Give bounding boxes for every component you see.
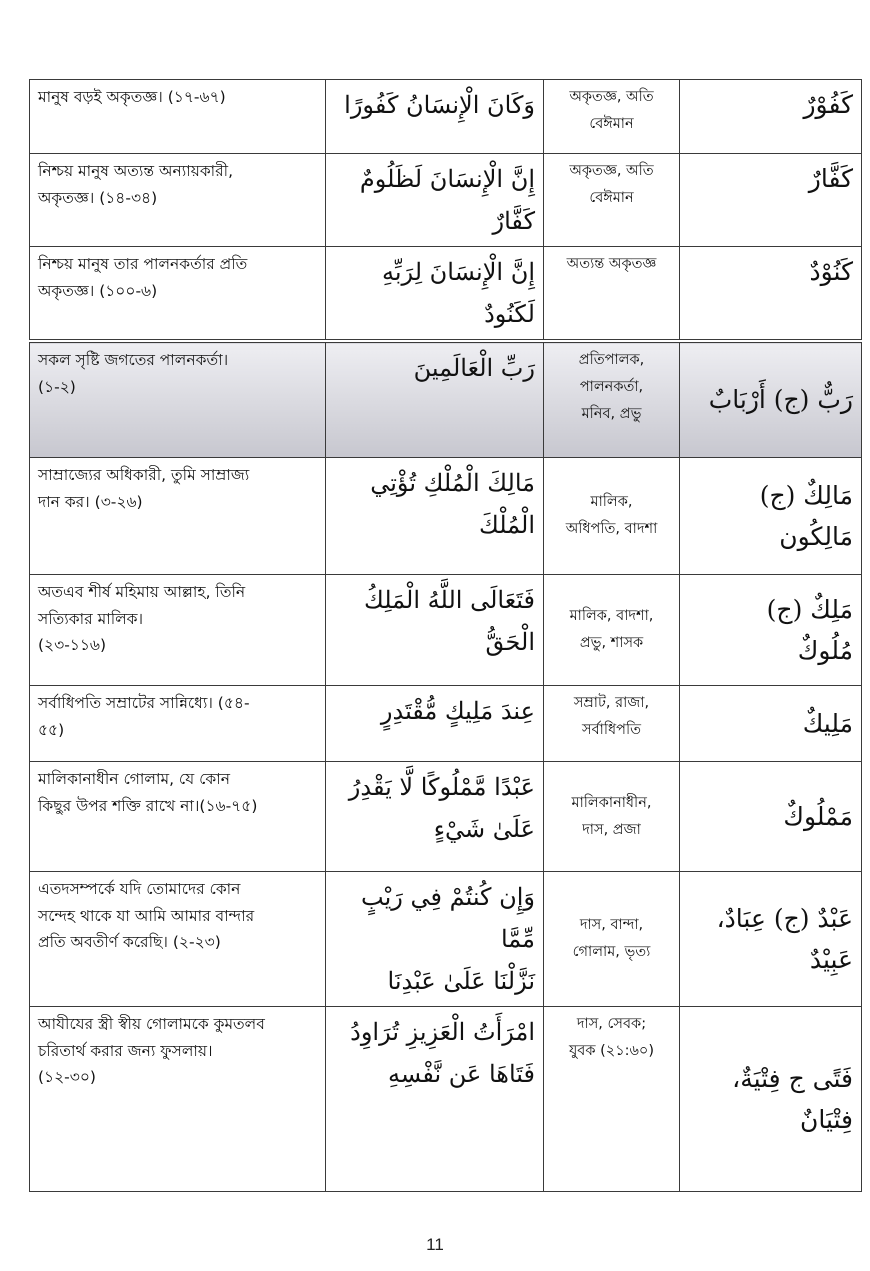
arabic-verse-cell <box>326 154 544 247</box>
verse-meaning-text: (১২-৩০) <box>38 1068 96 1087</box>
verse-meaning-text: সাম্রাজ্যের অধিকারী, তুমি সাম্রাজ্য <box>38 466 250 484</box>
verse-meaning-text: (২৩-১১৬) <box>38 636 107 655</box>
verse-meaning-text: মালিকানাধীন গোলাম, যে কোন <box>38 770 230 788</box>
word-meaning-text: মালিক, বাদশা, <box>569 608 654 625</box>
arabic-verse-cell <box>326 872 544 1007</box>
arabic-verse-cell <box>326 1007 544 1192</box>
arabic-verse-text: وَإِن كُنتُمْ فِي رَيْبٍ مِّمَّا <box>361 883 535 953</box>
arabic-word-cell <box>680 1007 862 1192</box>
arabic-word-text: كَفَّارٌ <box>808 164 853 193</box>
arabic-word-cell <box>680 458 862 575</box>
arabic-verse-text: فَتَاهَا عَن نَّفْسِهِ <box>388 1060 535 1088</box>
word-meaning-text: অকৃতজ্ঞ, অতি <box>569 163 654 179</box>
verse-meaning-text: নিশ্চয় মানুষ তার পালনকর্তার প্রতি <box>38 255 248 273</box>
vocabulary-table-2 <box>29 342 862 1192</box>
arabic-word-text: فِتْيَانٌ <box>799 1105 853 1134</box>
word-meaning-text: সম্রাট, রাজা, <box>573 695 650 711</box>
word-meaning-text: অত্যন্ত অকৃতজ্ঞ <box>566 256 657 272</box>
verse-meaning-text: আযীযের স্ত্রী স্বীয় গোলামকে কুমতলব <box>38 1015 265 1033</box>
word-meaning-cell <box>544 458 680 575</box>
arabic-word-text: مَلِيكٌ <box>802 708 853 738</box>
word-meaning-cell <box>544 343 680 458</box>
table-row <box>30 872 862 1007</box>
arabic-verse-text: رَبِّ الْعَالَمِينَ <box>413 354 535 382</box>
word-meaning-cell <box>544 872 680 1007</box>
word-meaning-cell <box>544 80 680 154</box>
word-meaning-text: অধিপতি, বাদশা <box>565 521 658 537</box>
word-meaning-cell <box>544 1007 680 1192</box>
verse-meaning-cell <box>30 458 326 575</box>
verse-meaning-cell <box>30 80 326 154</box>
arabic-word-cell <box>680 575 862 686</box>
arabic-word-text: مَالِكٌ (ج) <box>759 480 853 510</box>
word-meaning-text: মালিকানাধীন, <box>571 794 652 811</box>
verse-meaning-cell <box>30 575 326 686</box>
page-number: 11 <box>426 1235 444 1254</box>
verse-meaning-text: মানুষ বড়ই অকৃতজ্ঞ। (১৭-৬৭) <box>38 88 226 106</box>
table-row <box>30 80 862 154</box>
verse-meaning-cell <box>30 872 326 1007</box>
verse-meaning-text: (১-২) <box>38 377 76 396</box>
arabic-verse-cell <box>326 343 544 458</box>
arabic-word-text: كَنُوْدٌ <box>809 257 853 286</box>
arabic-verse-cell <box>326 458 544 575</box>
table-row <box>30 154 862 247</box>
arabic-verse-cell <box>326 762 544 872</box>
arabic-word-text: مَلِكٌ (ج) <box>766 594 853 624</box>
table-row <box>30 762 862 872</box>
word-meaning-text: বেঈমান <box>589 115 634 132</box>
arabic-word-text: رَبٌّ (ج) أَرْبَابٌ <box>708 385 853 415</box>
table-row <box>30 1007 862 1192</box>
word-meaning-text: গোলাম, ভৃত্য <box>572 944 651 960</box>
arabic-verse-text: عِندَ مَلِيكٍ مُّقْتَدِرٍ <box>380 697 535 725</box>
verse-meaning-text: অকৃতজ্ঞ। (১০০-৬) <box>38 281 158 300</box>
verse-meaning-text: দান কর। (৩-২৬) <box>38 492 143 511</box>
arabic-word-text: مَالِكُون <box>779 522 853 551</box>
arabic-word-text: فَتًى ج فِتْيَةٌ، <box>732 1063 853 1093</box>
arabic-verse-text: الْحَقُّ <box>485 628 535 656</box>
word-meaning-text: প্রভু, শাসক <box>579 635 644 651</box>
arabic-word-text: مُلُوكٌ <box>797 636 853 665</box>
verse-meaning-text: কিছুর উপর শক্তি রাখে না।(১৬-৭৫) <box>38 796 258 815</box>
arabic-word-text: عَبِيْدٌ <box>809 945 853 974</box>
word-meaning-cell <box>544 762 680 872</box>
arabic-verse-cell <box>326 575 544 686</box>
word-meaning-cell <box>544 247 680 340</box>
word-meaning-text: সর্বাধিপতি <box>582 721 641 738</box>
verse-meaning-text: অতএব শীর্ষ মহিমায় আল্লাহ, তিনি <box>38 583 246 601</box>
verse-meaning-text: ৫৫) <box>38 720 65 739</box>
arabic-word-text: مَمْلُوكٌ <box>783 801 853 831</box>
arabic-word-cell <box>680 247 862 340</box>
verse-meaning-cell <box>30 154 326 247</box>
vocabulary-table-1 <box>29 79 862 340</box>
word-meaning-text: মালিক, <box>590 494 633 511</box>
table-row <box>30 686 862 762</box>
arabic-verse-text: وَكَانَ الْإِنسَانُ كَفُورًا <box>344 91 535 119</box>
table-row <box>30 247 862 340</box>
word-meaning-text: প্রতিপালক, <box>578 352 645 368</box>
verse-meaning-text: চরিতার্থ করার জন্য ফুসলায়। <box>38 1041 213 1060</box>
arabic-word-text: كَفُوْرٌ <box>803 90 853 119</box>
word-meaning-cell <box>544 686 680 762</box>
table-row <box>30 458 862 575</box>
verse-meaning-text: এতদসম্পর্কে যদি তোমাদের কোন <box>38 880 241 898</box>
verse-meaning-text: প্রতি অবতীর্ণ করেছি। (২-২৩) <box>38 933 221 952</box>
verse-meaning-cell <box>30 343 326 458</box>
verse-meaning-cell <box>30 1007 326 1192</box>
verse-meaning-text: অকৃতজ্ঞ। (১৪-৩৪) <box>38 188 158 207</box>
arabic-word-cell <box>680 343 862 458</box>
arabic-verse-cell <box>326 686 544 762</box>
word-meaning-text: বেঈমান <box>589 189 634 206</box>
word-meaning-text: পালনকর্তা, <box>579 378 644 395</box>
verse-meaning-text: সন্দেহ থাকে যা আমি আমার বান্দার <box>38 906 255 925</box>
arabic-word-cell <box>680 686 862 762</box>
arabic-word-cell <box>680 154 862 247</box>
arabic-verse-text: إِنَّ الْإِنسَانَ لِرَبِّهِ لَكَنُودٌ <box>381 258 535 328</box>
verse-meaning-text: সকল সৃষ্টি জগতের পালনকর্তা। <box>38 351 229 369</box>
arabic-verse-text: عَبْدًا مَّمْلُوكًا لَّا يَقْدِرُ <box>348 773 535 801</box>
word-meaning-cell <box>544 575 680 686</box>
arabic-word-text: عَبْدٌ (ج) عِبَادٌ، <box>716 903 853 933</box>
arabic-word-cell <box>680 762 862 872</box>
verse-meaning-cell <box>30 762 326 872</box>
word-meaning-cell <box>544 154 680 247</box>
verse-meaning-text: সত্যিকার মালিক। <box>38 609 144 628</box>
arabic-verse-text: إِنَّ الْإِنسَانَ لَظَلُومٌ كَفَّارٌ <box>359 165 535 235</box>
arabic-verse-text: مَالِكَ الْمُلْكِ تُؤْتِي <box>370 469 535 497</box>
word-meaning-text: মনিব, প্রভু <box>581 405 642 422</box>
arabic-verse-text: عَلَىٰ شَيْءٍ <box>433 815 535 843</box>
arabic-word-cell <box>680 80 862 154</box>
word-meaning-text: দাস, সেবক; <box>576 1016 647 1032</box>
verse-meaning-cell <box>30 247 326 340</box>
verse-meaning-text: সর্বাধিপতি সম্রাটের সান্নিধ্যে। (৫৪- <box>38 694 250 712</box>
word-meaning-text: যুবক (২১:৬০) <box>568 1042 655 1059</box>
table-row-highlighted <box>30 343 862 458</box>
arabic-verse-text: نَزَّلْنَا عَلَىٰ عَبْدِنَا <box>387 967 535 995</box>
arabic-word-cell <box>680 872 862 1007</box>
arabic-verse-text: الْمُلْكَ <box>478 511 535 539</box>
word-meaning-text: অকৃতজ্ঞ, অতি <box>569 89 654 105</box>
word-meaning-text: দাস, বান্দা, <box>579 917 644 934</box>
word-meaning-text: দাস, প্রজা <box>582 821 641 838</box>
verse-meaning-cell <box>30 686 326 762</box>
arabic-verse-text: فَتَعَالَى اللَّهُ الْمَلِكُ <box>364 586 535 614</box>
arabic-verse-cell <box>326 247 544 340</box>
verse-meaning-text: নিশ্চয় মানুষ অত্যন্ত অন্যায়কারী, <box>38 162 234 180</box>
table-row <box>30 575 862 686</box>
arabic-verse-text: امْرَأَتُ الْعَزِيزِ تُرَاوِدُ <box>350 1018 535 1046</box>
arabic-verse-cell <box>326 80 544 154</box>
